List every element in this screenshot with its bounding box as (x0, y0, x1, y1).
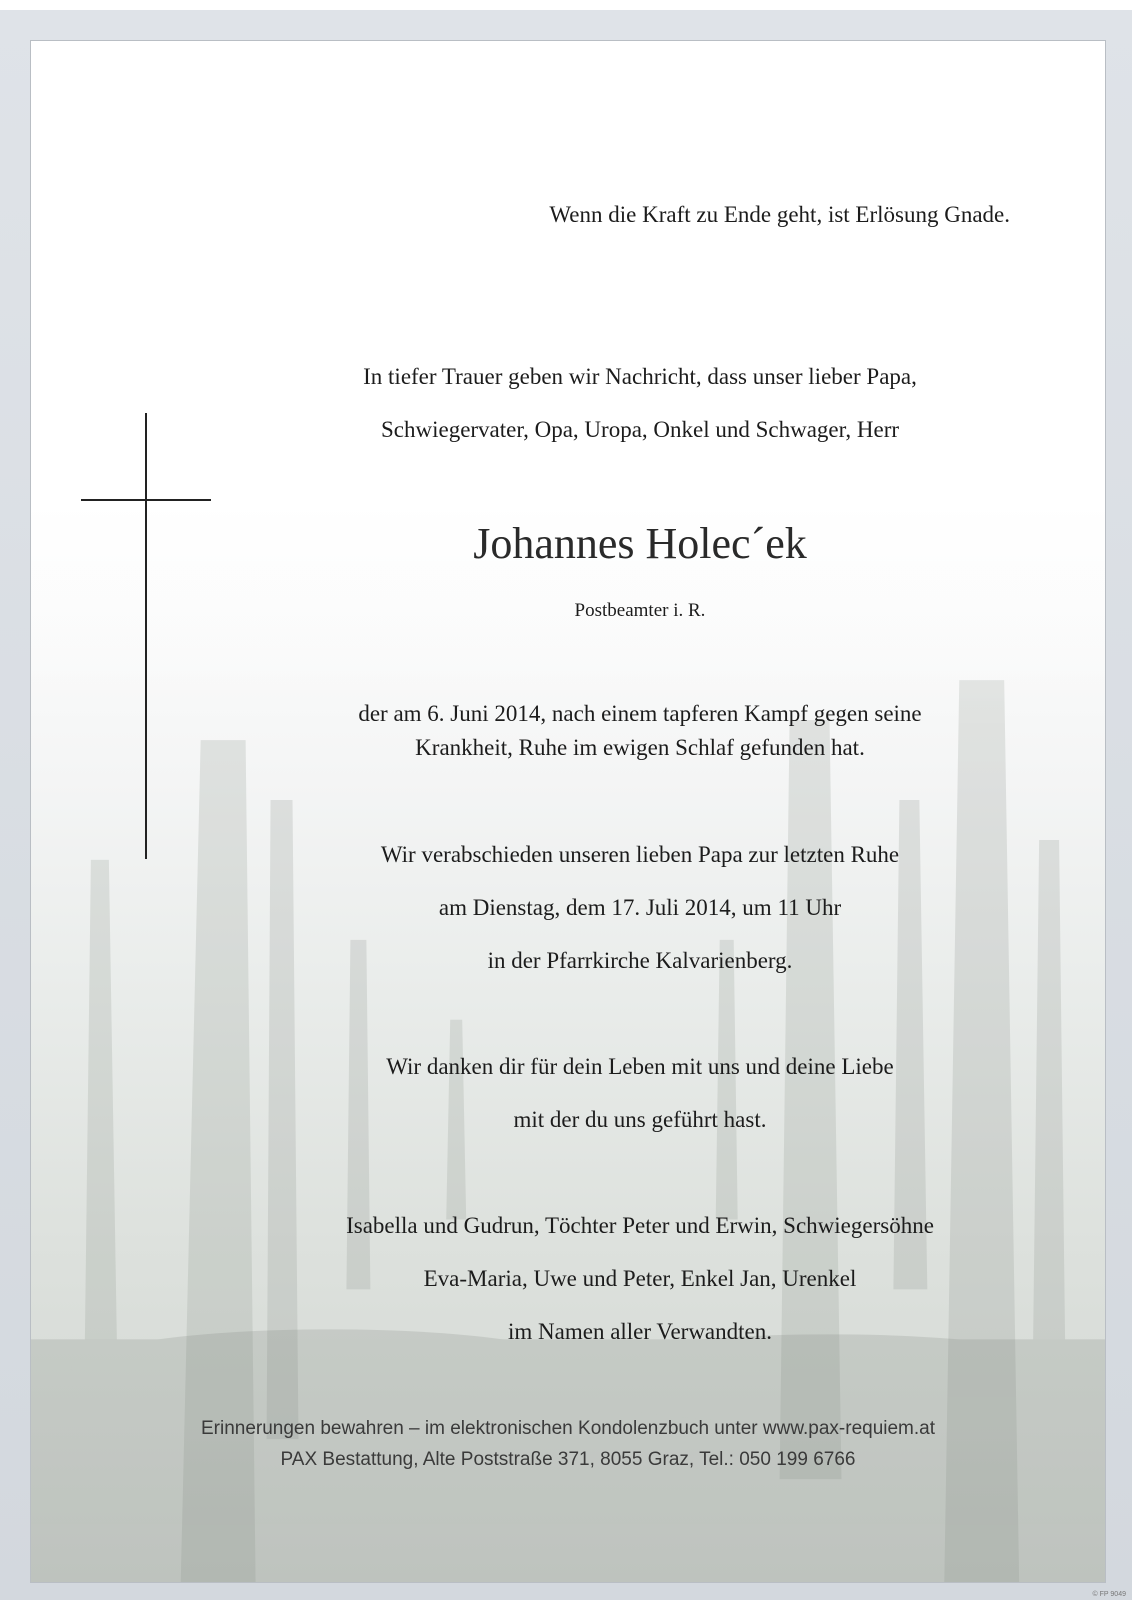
motto-text: Wenn die Kraft zu Ende geht, ist Erlösung Gnade. (549, 202, 1010, 227)
death-notice-line-1: der am 6. Juni 2014, nach einem tapferen Kampf gegen seine (358, 701, 922, 726)
announcement-line-2: Schwiegervater, Opa, Uropa, Onkel und Schwager, Herr (380, 417, 900, 442)
gratitude-line-2: mit der du uns geführt hast. (513, 1107, 767, 1132)
obituary-card (30, 40, 1106, 1583)
funeral-line-1: Wir verabschieden unseren lieben Papa zur letzten Ruhe (380, 842, 900, 867)
mourners-line-3: im Namen aller Verwandten. (508, 1319, 772, 1344)
mourners-line-1: Isabella und Gudrun, Töchter Peter und Erwin, Schwiegersöhne (346, 1213, 934, 1238)
deceased-occupation: Postbeamter i. R. (574, 600, 706, 621)
cross-icon-vertical (145, 413, 147, 859)
footer-contact-line: PAX Bestattung, Alte Poststraße 371, 8055 Graz, Tel.: 050 199 6766 (280, 1449, 856, 1470)
funeral-line-2: am Dienstag, dem 17. Juli 2014, um 11 Uhr (438, 895, 842, 920)
funeral-line-3: in der Pfarrkirche Kalvarienberg. (487, 948, 793, 973)
death-notice-line-2: Krankheit, Ruhe im ewigen Schlaf gefunden hat. (415, 735, 865, 760)
mourners-line-2: Eva-Maria, Uwe und Peter, Enkel Jan, Urenkel (423, 1266, 857, 1291)
forest-background (31, 41, 1105, 1582)
footer-condolence-line: Erinnerungen bewahren – im elektronischen Kondolenzbuch unter www.pax-requiem.at (200, 1418, 936, 1439)
announcement-line-1: In tiefer Trauer geben wir Nachricht, dass unser lieber Papa, (363, 364, 917, 389)
cross-icon-horizontal (81, 499, 211, 501)
deceased-name: Johannes Holec´ek (473, 519, 807, 568)
print-code: © FP 9049 (1092, 1591, 1126, 1598)
gratitude-line-1: Wir danken dir für dein Leben mit uns und deine Liebe (386, 1054, 894, 1079)
